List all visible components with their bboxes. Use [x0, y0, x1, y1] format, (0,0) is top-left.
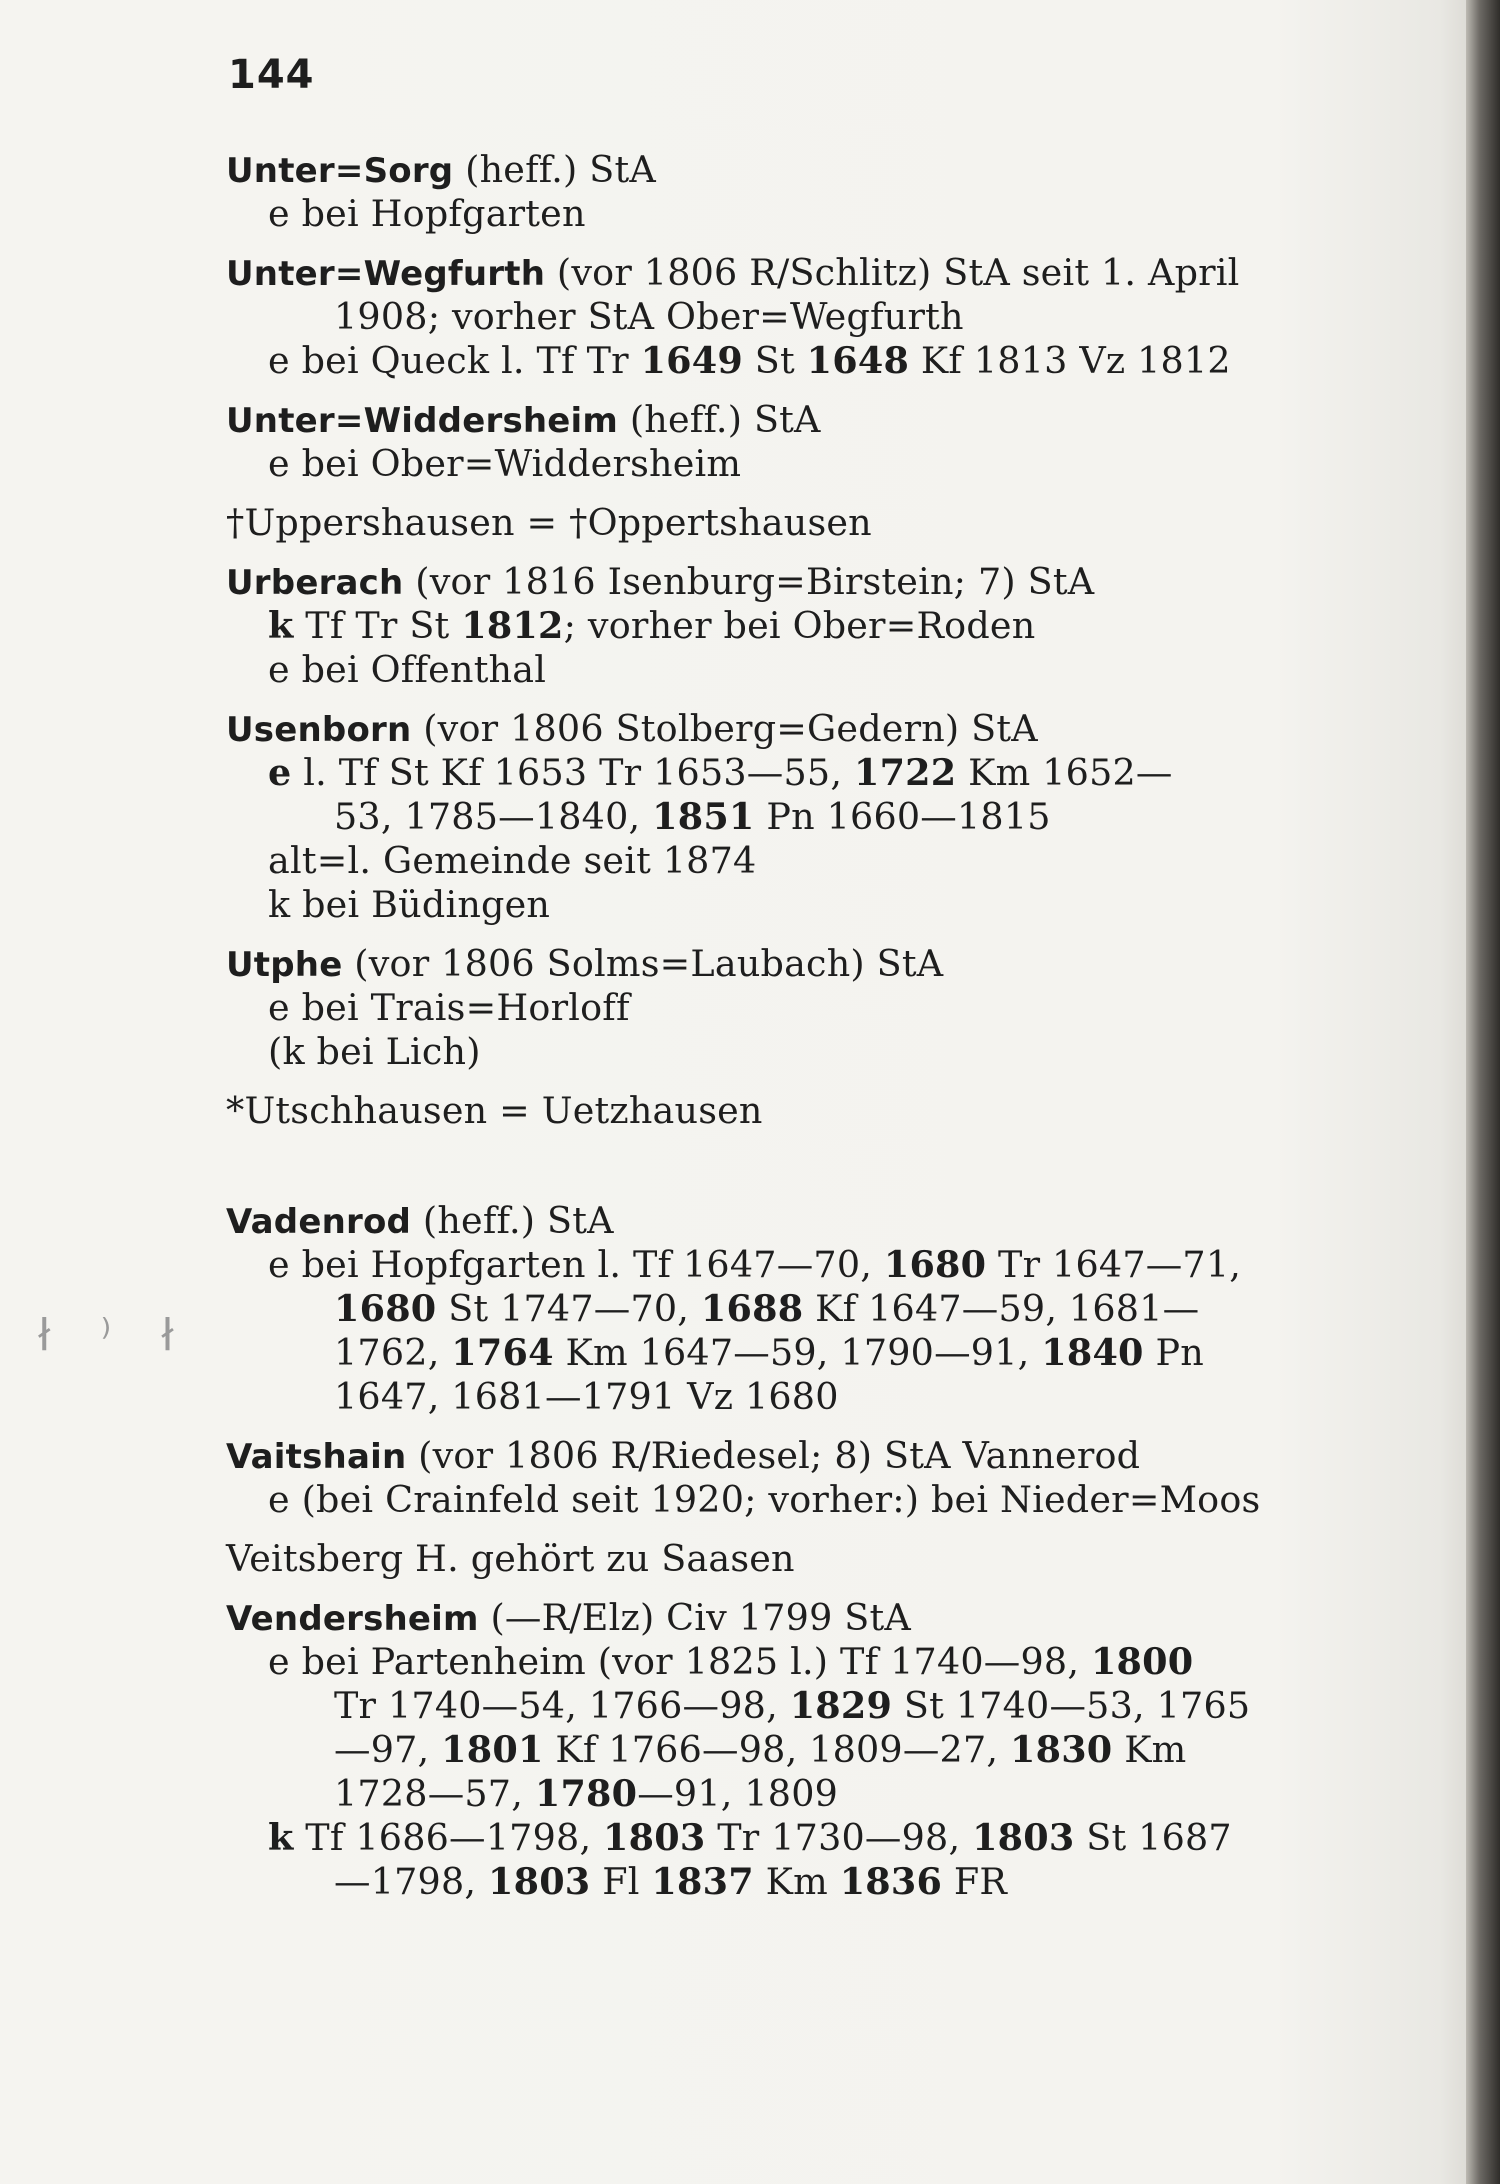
margin-pencil-note: ł ⁾ ł: [38, 1310, 192, 1361]
gazetteer-entries: [226, 148, 1306, 1919]
entry-text: e bei Hopfgarten: [268, 192, 586, 235]
entry-text: —91, 1809: [637, 1772, 839, 1815]
entry-line: [226, 1816, 1306, 1860]
bold-year: 1680: [334, 1287, 437, 1330]
place-name: Utphe: [226, 945, 343, 985]
place-entry: [226, 1537, 1306, 1581]
entry-line: [226, 883, 1306, 927]
place-entry: [226, 1434, 1306, 1522]
entry-line: [226, 1596, 1306, 1640]
entry-line: [226, 192, 1306, 236]
bold-year: 1836: [839, 1860, 943, 1903]
bold-year: 1648: [806, 339, 910, 382]
entry-text: 1647, 1681—1791 Vz 1680: [334, 1375, 839, 1418]
entry-line: [226, 1537, 1306, 1581]
place-entry: [226, 1199, 1306, 1419]
entry-line: [226, 604, 1306, 648]
bold-year: 1829: [789, 1684, 893, 1727]
place-name: Unter=Wegfurth: [226, 254, 546, 294]
entry-text: 1762,: [334, 1331, 452, 1374]
bold-year: k: [268, 1816, 294, 1859]
entry-text: ; vorher bei Ober=Roden: [563, 604, 1036, 647]
entry-line: [226, 148, 1306, 192]
place-name: Usenborn: [226, 710, 412, 750]
entry-text: (k bei Lich): [268, 1030, 481, 1073]
entry-line: [226, 1684, 1306, 1728]
entry-line: [226, 295, 1306, 339]
entry-line: [226, 1030, 1306, 1074]
entry-text: 1908; vorher StA Ober=Wegfurth: [334, 295, 964, 338]
entry-text: Kf 1813 Vz 1812: [909, 339, 1231, 382]
bold-year: 1803: [972, 1816, 1075, 1859]
entry-line: [226, 1772, 1306, 1816]
entry-text: k bei Büdingen: [268, 883, 551, 926]
entry-text: e bei Trais=Horloff: [268, 986, 630, 1029]
entry-line: [226, 942, 1306, 986]
entry-text: (vor 1816 Isenburg=Birstein; 7) StA: [403, 560, 1095, 603]
entry-text: (—R/Elz) Civ 1799 StA: [478, 1596, 911, 1639]
place-entry: [226, 398, 1306, 486]
entry-text: †Uppershausen = †Oppertshausen: [226, 501, 872, 544]
entry-text: Pn: [1143, 1331, 1204, 1374]
entry-line: [226, 398, 1306, 442]
entry-line: [226, 751, 1306, 795]
entry-text: Tr 1730—98,: [705, 1816, 973, 1859]
entry-line: [226, 1860, 1306, 1904]
entry-text: e (bei Crainfeld seit 1920; vorher:) bei Nieder=Moos: [268, 1478, 1261, 1521]
place-name: Unter=Sorg: [226, 151, 454, 191]
entry-text: —1798,: [334, 1860, 488, 1903]
entry-line: [226, 1199, 1306, 1243]
place-name: Unter=Widdersheim: [226, 401, 619, 441]
entry-text: FR: [942, 1860, 1008, 1903]
bold-year: e: [268, 751, 292, 794]
place-entry: [226, 501, 1306, 545]
place-entry: [226, 1596, 1306, 1904]
entry-line: [226, 839, 1306, 883]
entry-text: e bei Ober=Widdersheim: [268, 442, 742, 485]
entry-text: Tr 1740—54, 1766—98,: [334, 1684, 790, 1727]
bold-year: 1840: [1041, 1331, 1144, 1374]
entry-text: Fl: [590, 1860, 652, 1903]
entry-text: (heff.) StA: [453, 148, 656, 191]
bold-year: 1764: [451, 1331, 554, 1374]
entry-line: [226, 1375, 1306, 1419]
place-entry: [226, 560, 1306, 692]
entry-text: e bei Hopfgarten l. Tf 1647—70,: [268, 1243, 884, 1286]
entry-line: [226, 339, 1306, 383]
bold-year: 1812: [461, 604, 564, 647]
entry-line: [226, 648, 1306, 692]
entry-line: [226, 986, 1306, 1030]
place-entry: [226, 707, 1306, 927]
place-name: Vaitshain: [226, 1437, 407, 1477]
place-entry: [226, 148, 1306, 236]
entry-text: Km 1647—59, 1790—91,: [553, 1331, 1042, 1374]
bold-year: 1680: [883, 1243, 987, 1286]
bold-year: 1851: [652, 795, 755, 838]
entry-text: Km 1652—: [956, 751, 1173, 794]
entry-text: St 1747—70,: [436, 1287, 701, 1330]
bold-year: 1722: [853, 751, 957, 794]
entry-text: Km: [1112, 1728, 1187, 1771]
entry-line: [226, 442, 1306, 486]
entry-text: Kf 1647—59, 1681—: [803, 1287, 1200, 1330]
entry-line: [226, 1331, 1306, 1375]
entry-line: [226, 1287, 1306, 1331]
entry-line: [226, 251, 1306, 295]
bold-year: 1801: [441, 1728, 544, 1771]
entry-text: (vor 1806 R/Riedesel; 8) StA Vannerod: [406, 1434, 1141, 1477]
bold-year: 1803: [603, 1816, 706, 1859]
entry-line: [226, 560, 1306, 604]
entry-text: e bei Partenheim (vor 1825 l.) Tf 1740—98,: [268, 1640, 1091, 1683]
bold-year: 1803: [488, 1860, 591, 1903]
entry-text: l. Tf St Kf 1653 Tr 1653—55,: [291, 751, 854, 794]
bold-year: 1649: [640, 339, 743, 382]
place-name: Vendersheim: [226, 1599, 479, 1639]
entry-line: [226, 1089, 1306, 1133]
entry-text: Tr 1647—71,: [986, 1243, 1242, 1286]
entry-text: (vor 1806 Stolberg=Gedern) StA: [411, 707, 1038, 750]
entry-text: alt=l. Gemeinde seit 1874: [268, 839, 757, 882]
entry-text: —97,: [334, 1728, 442, 1771]
entry-text: e bei Offenthal: [268, 648, 547, 691]
place-name: Urberach: [226, 563, 404, 603]
place-entry: [226, 1089, 1306, 1133]
entry-text: (heff.) StA: [411, 1199, 614, 1242]
bold-year: k: [268, 604, 294, 647]
entry-text: e bei Queck l. Tf Tr: [268, 339, 641, 382]
entry-text: Pn 1660—1815: [754, 795, 1051, 838]
entry-line: [226, 1243, 1306, 1287]
bold-year: 1837: [651, 1860, 754, 1903]
bold-year: 1830: [1010, 1728, 1113, 1771]
bold-year: 1780: [534, 1772, 638, 1815]
bold-year: 1688: [700, 1287, 804, 1330]
entry-text: (vor 1806 R/Schlitz) StA seit 1. April: [545, 251, 1240, 294]
entry-text: St: [742, 339, 807, 382]
entry-line: [226, 1728, 1306, 1772]
entry-line: [226, 707, 1306, 751]
place-name: Vadenrod: [226, 1202, 412, 1242]
entry-text: Tf 1686—1798,: [293, 1816, 604, 1859]
entry-text: Tf Tr St: [293, 604, 462, 647]
entry-line: [226, 1640, 1306, 1684]
entry-text: Kf 1766—98, 1809—27,: [543, 1728, 1011, 1771]
entry-text: Km: [753, 1860, 840, 1903]
entry-text: (heff.) StA: [618, 398, 821, 441]
entry-text: *Utschhausen = Uetzhausen: [226, 1089, 763, 1132]
entry-line: [226, 1434, 1306, 1478]
entry-line: [226, 1478, 1306, 1522]
entry-text: 53, 1785—1840,: [334, 795, 653, 838]
place-entry: [226, 251, 1306, 383]
entry-line: [226, 501, 1306, 545]
page-number: 144: [228, 52, 315, 98]
entry-text: St 1687: [1074, 1816, 1232, 1859]
book-spine-shadow: [1466, 0, 1500, 2184]
entry-text: 1728—57,: [334, 1772, 535, 1815]
entry-text: St 1740—53, 1765: [892, 1684, 1251, 1727]
entry-text: (vor 1806 Solms=Laubach) StA: [342, 942, 944, 985]
entry-line: [226, 795, 1306, 839]
entry-text: Veitsberg H. gehört zu Saasen: [226, 1537, 795, 1580]
bold-year: 1800: [1090, 1640, 1194, 1683]
place-entry: [226, 942, 1306, 1074]
